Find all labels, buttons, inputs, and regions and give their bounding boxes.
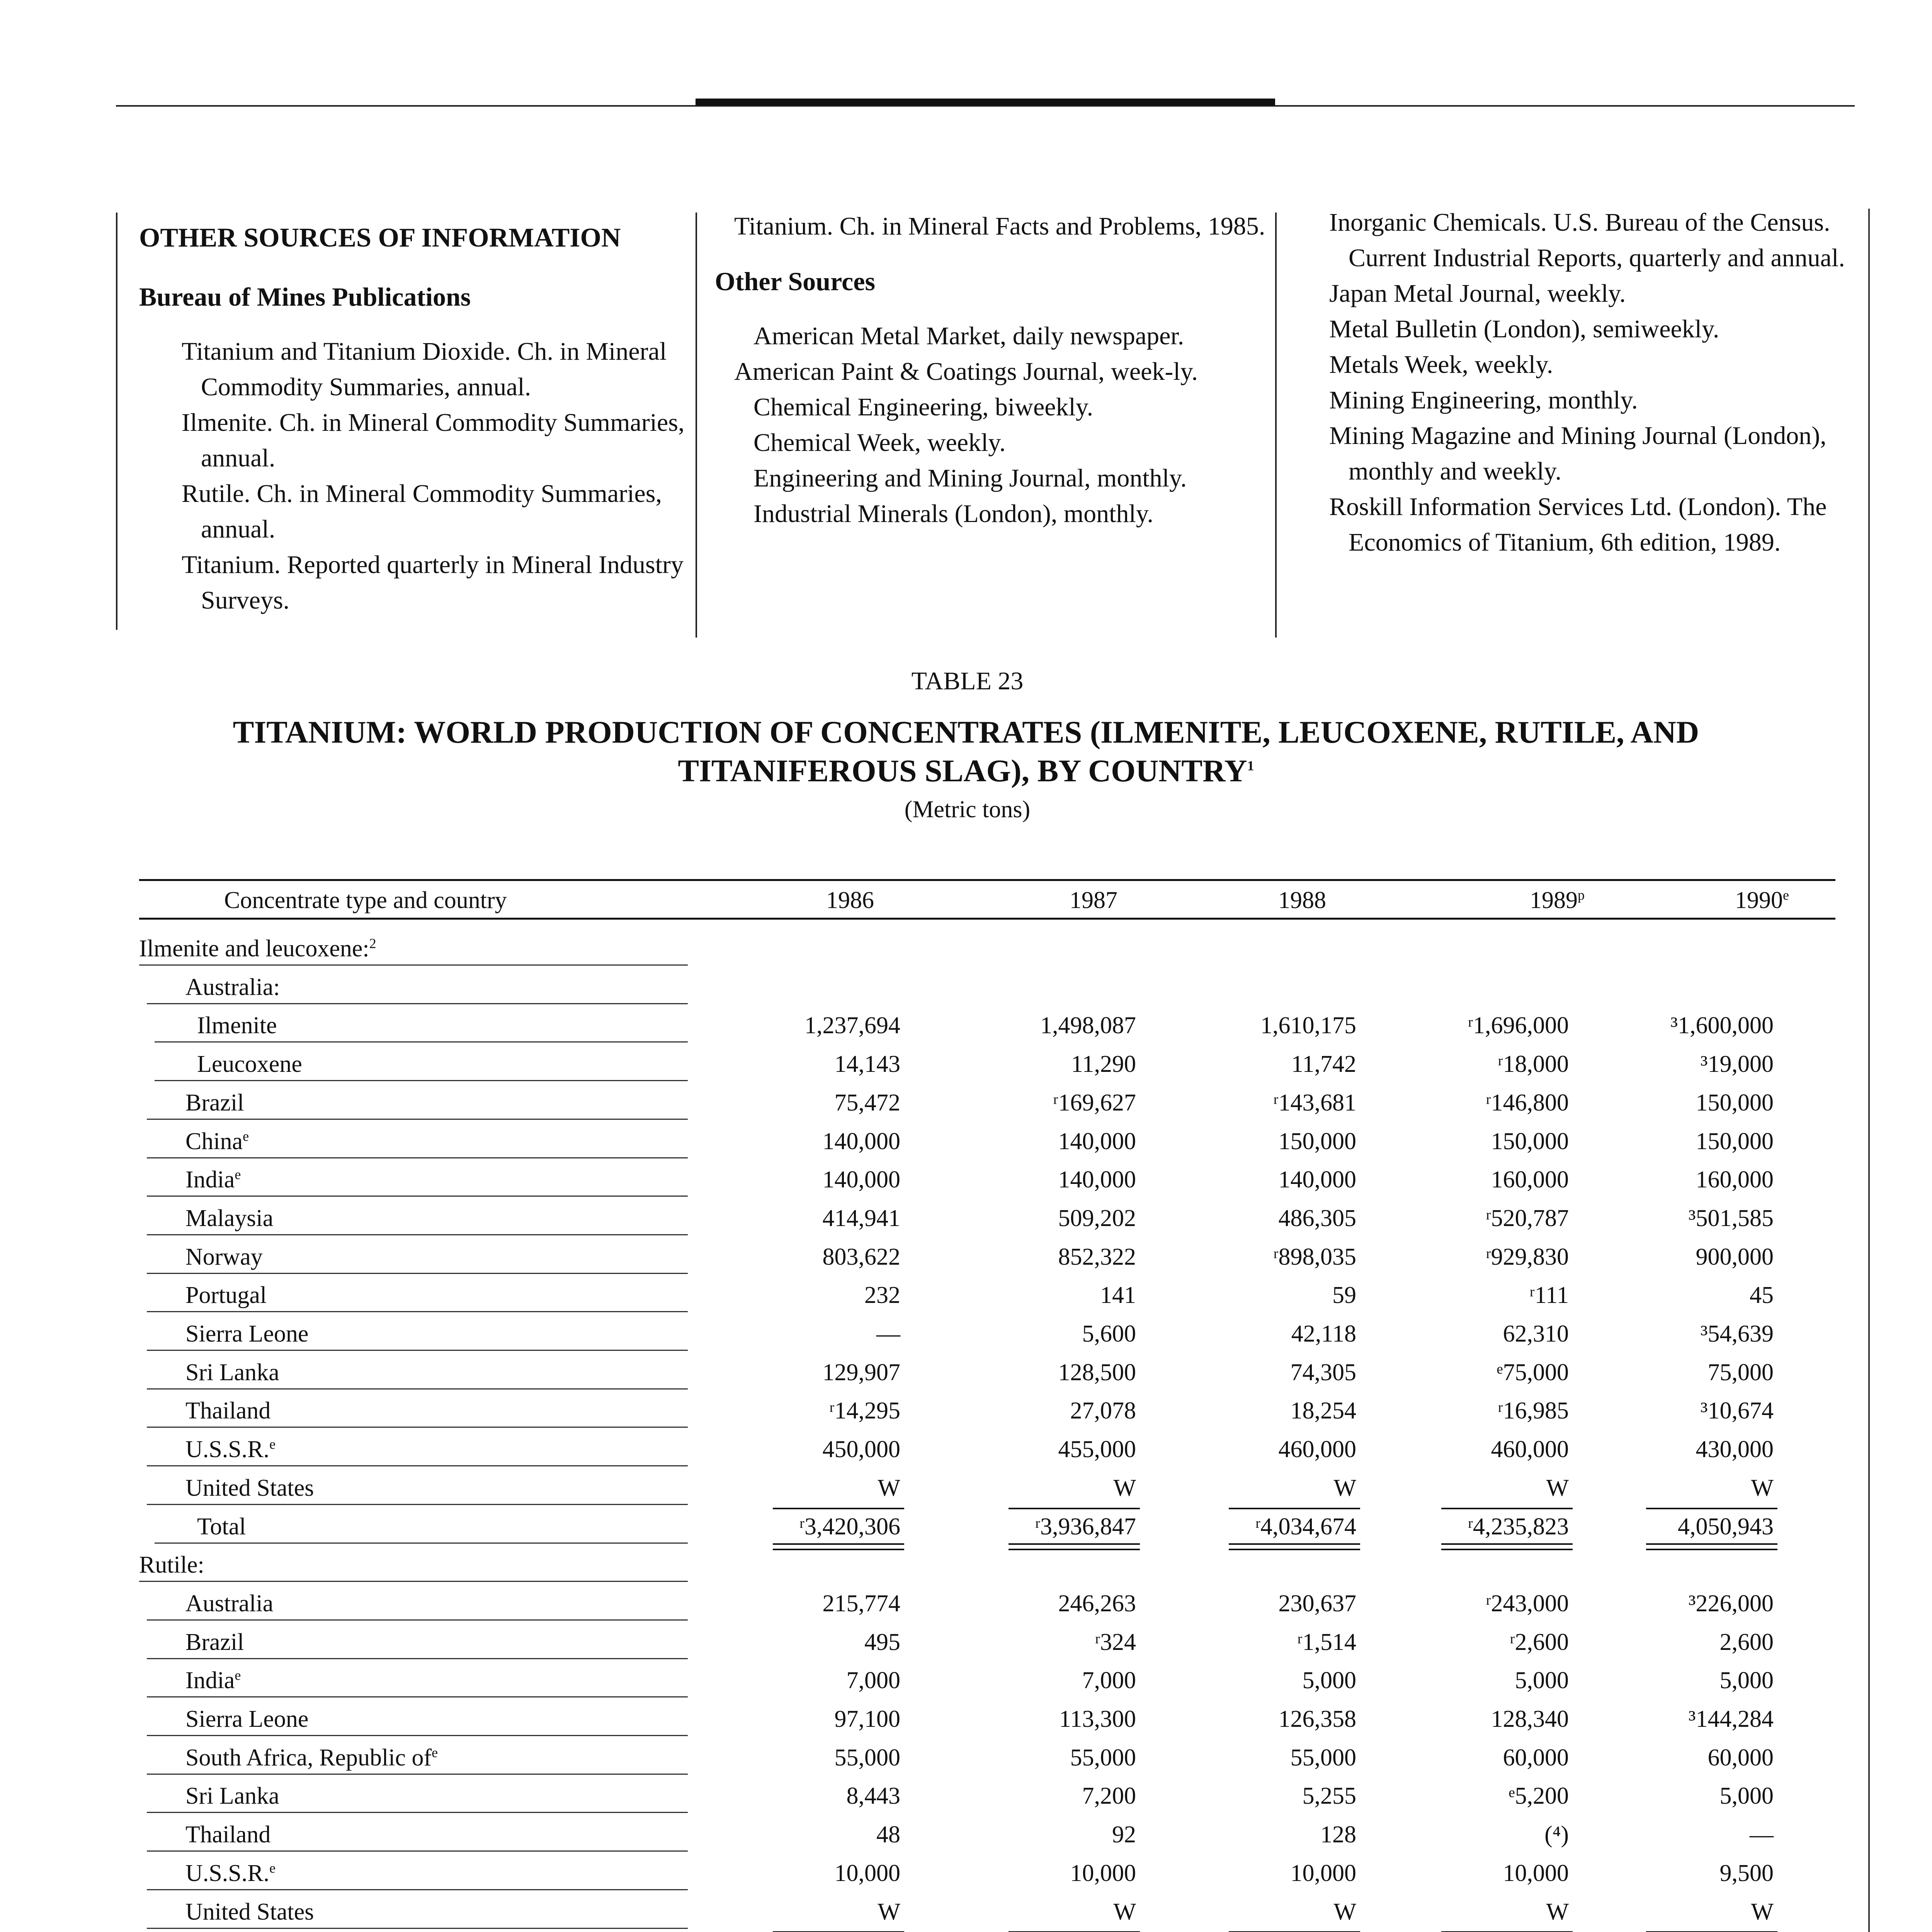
cell-value: ³19,000: [1700, 1051, 1774, 1078]
cell-value: W: [1113, 1898, 1136, 1925]
cell-value: ʳ929,830: [1486, 1243, 1569, 1270]
cell-value: 160,000: [1491, 1167, 1569, 1193]
row-label: [185, 1821, 270, 1849]
table-row: [0, 1236, 1932, 1274]
row-label: [185, 1744, 438, 1772]
cell-value: 450,000: [822, 1436, 900, 1463]
cell-value: 495: [864, 1629, 900, 1655]
row-underline: [147, 1696, 688, 1697]
cell-value: 4,050,943: [1678, 1513, 1774, 1540]
row-underline: [147, 1119, 688, 1120]
row-underline: [147, 1465, 688, 1466]
cell-value: 5,000: [1719, 1783, 1774, 1810]
reference-item: Industrial Minerals (London), monthly.: [753, 500, 1154, 528]
sources-column-1: [139, 209, 688, 618]
cell-value: 42,118: [1291, 1321, 1356, 1347]
column-rule-middle: [696, 213, 697, 638]
table-row: [0, 1004, 1932, 1043]
column-header-label: Concentrate type and country: [224, 887, 507, 913]
cell-value: 55,000: [834, 1744, 900, 1771]
total-rule-above: [773, 1508, 904, 1509]
cell-value: 7,000: [1082, 1667, 1136, 1694]
row-label-text: United States: [185, 1898, 314, 1925]
row-underline: [147, 1273, 688, 1274]
row-label-note: e: [432, 1745, 438, 1760]
cell-value: 62,310: [1503, 1321, 1569, 1347]
row-label-text: Brazil: [185, 1629, 244, 1655]
cell-value: 486,305: [1278, 1205, 1356, 1231]
cell-value: 7,200: [1082, 1783, 1136, 1810]
table-units: (Metric tons): [904, 796, 1031, 823]
cell-value: 45: [1750, 1282, 1774, 1309]
row-label: [185, 1706, 308, 1733]
cell-value: 8,443: [846, 1783, 900, 1810]
row-underline: [147, 1812, 688, 1813]
cell-value: ʳ4,034,674: [1255, 1513, 1356, 1540]
reference-item: Titanium and Titanium Dioxide. Ch. in Mineral Commodity Summaries, annual.: [182, 337, 667, 401]
table-row: [0, 1891, 1932, 1929]
cell-value: 215,774: [822, 1590, 900, 1617]
cell-value: 1,237,694: [804, 1012, 900, 1039]
sources-column-3: [1329, 205, 1886, 560]
row-underline: [147, 1928, 688, 1929]
row-label-text: Norway: [185, 1243, 263, 1270]
row-underline: [147, 1157, 688, 1158]
table-row: [0, 1698, 1932, 1736]
table-row: [0, 1082, 1932, 1120]
cell-value: W: [1333, 1475, 1356, 1501]
other-sources-heading: Other Sources: [715, 267, 875, 296]
table-title: [232, 713, 1700, 790]
cell-value: ʳ16,985: [1498, 1398, 1569, 1424]
table-row: [0, 1313, 1932, 1351]
cell-value: 140,000: [1058, 1128, 1136, 1155]
row-underline: [147, 1388, 688, 1389]
reference-item: Metal Bulletin (London), semiweekly.: [1329, 315, 1719, 343]
cell-value: 150,000: [1696, 1089, 1774, 1116]
cell-value: ³144,284: [1688, 1706, 1774, 1732]
row-label: [185, 1436, 276, 1463]
row-underline: [147, 1196, 688, 1197]
row-underline: [147, 1350, 688, 1351]
cell-value: ʳ520,787: [1486, 1205, 1569, 1231]
row-underline: [147, 1504, 688, 1505]
table-header-rule: [139, 918, 1835, 920]
row-underline: [147, 1234, 688, 1235]
table-row: [0, 1852, 1932, 1891]
reference-item: Chemical Engineering, biweekly.: [753, 393, 1094, 421]
cell-value: 900,000: [1696, 1243, 1774, 1270]
sources-heading: OTHER SOURCES OF INFORMATION: [139, 223, 621, 253]
cell-value: 55,000: [1070, 1744, 1136, 1771]
cell-value: 75,472: [834, 1089, 900, 1116]
row-label-text: Leucoxene: [197, 1051, 302, 1078]
cell-value: ʳ111: [1529, 1282, 1569, 1309]
cell-value: 27,078: [1070, 1398, 1136, 1424]
row-underline: [147, 1735, 688, 1736]
cell-value: 246,263: [1058, 1590, 1136, 1617]
cell-value: 430,000: [1696, 1436, 1774, 1463]
row-label-text: India: [185, 1667, 235, 1694]
cell-value: 10,000: [1290, 1860, 1356, 1886]
reference-item: Titanium. Reported quarterly in Mineral Industry Surveys.: [182, 551, 684, 614]
column-rule-right: [1275, 213, 1277, 638]
row-label: [185, 1590, 273, 1617]
table-title-note: 1: [1247, 758, 1254, 774]
cell-value: ³54,639: [1700, 1321, 1774, 1347]
cell-value: W: [1751, 1898, 1774, 1925]
reference-item: Titanium. Ch. in Mineral Facts and Problems, 1985.: [734, 212, 1265, 240]
cell-value: 160,000: [1696, 1167, 1774, 1193]
row-label-text: Ilmenite: [197, 1012, 277, 1039]
reference-item: Mining Magazine and Mining Journal (London), monthly and weekly.: [1329, 422, 1827, 485]
row-label-text: Thailand: [185, 1398, 271, 1424]
column-header-year: [1461, 887, 1654, 914]
reference-item: Ilmenite. Ch. in Mineral Commodity Summaries, annual.: [182, 408, 685, 472]
row-label: [185, 1089, 244, 1117]
cell-value: 455,000: [1058, 1436, 1136, 1463]
cell-value: W: [1333, 1898, 1356, 1925]
row-label: [185, 1397, 270, 1425]
table-row: [0, 1120, 1932, 1159]
cell-value: 92: [1112, 1821, 1136, 1848]
table-total-row: [0, 1929, 1932, 1932]
cell-value: 140,000: [1058, 1167, 1136, 1193]
table-row: [0, 1775, 1932, 1813]
table-row: [0, 927, 1932, 966]
cell-value: 140,000: [822, 1128, 900, 1155]
cell-value: 10,000: [834, 1860, 900, 1886]
row-label-text: Portugal: [185, 1282, 267, 1309]
row-label: [185, 1860, 276, 1887]
cell-value: 128,500: [1058, 1359, 1136, 1386]
year-mark: e: [1783, 887, 1789, 903]
row-underline: [147, 1850, 688, 1852]
row-label-text: Rutile:: [139, 1552, 204, 1578]
year-label: 1989: [1530, 887, 1578, 913]
cell-value: ³226,000: [1688, 1590, 1774, 1617]
row-label: [185, 1205, 273, 1232]
cell-value: 232: [864, 1282, 900, 1309]
cell-value: 803,622: [822, 1243, 900, 1270]
cell-value: 460,000: [1278, 1436, 1356, 1463]
row-label-note: e: [269, 1860, 276, 1876]
row-label: [185, 1320, 308, 1348]
row-label-text: Sri Lanka: [185, 1783, 279, 1810]
row-underline: [139, 964, 688, 966]
row-underline: [155, 1041, 688, 1043]
row-label: [139, 1551, 204, 1579]
row-label-text: South Africa, Republic of: [185, 1744, 432, 1771]
cell-value: 852,322: [1058, 1243, 1136, 1270]
cell-value: 59: [1332, 1282, 1356, 1309]
table-row: [0, 1043, 1932, 1082]
table-row: [0, 1389, 1932, 1428]
reference-item: Rutile. Ch. in Mineral Commodity Summaries, annual.: [182, 480, 662, 543]
row-label-note: 2: [369, 935, 376, 951]
cell-value: 60,000: [1503, 1744, 1569, 1771]
cell-value: ʳ4,235,823: [1468, 1513, 1569, 1540]
cell-value: ³501,585: [1688, 1205, 1774, 1231]
column-header-year: [1206, 887, 1399, 914]
column-header-year: [1665, 887, 1859, 914]
cell-value: ʳ169,627: [1053, 1089, 1136, 1116]
row-label-text: Ilmenite and leucoxene:: [139, 935, 369, 962]
row-label-text: U.S.S.R.: [185, 1436, 270, 1463]
reference-item: Inorganic Chemicals. U.S. Bureau of the Census. Current Industrial Reports, quarterly and annual.: [1329, 208, 1845, 272]
cell-value: 150,000: [1278, 1128, 1356, 1155]
row-underline: [139, 1581, 688, 1582]
row-underline: [147, 1427, 688, 1428]
year-label: 1990: [1735, 887, 1783, 913]
cell-value: 75,000: [1708, 1359, 1774, 1386]
total-rule-above: [1009, 1508, 1140, 1509]
row-label-text: United States: [185, 1475, 314, 1501]
cell-value: ᵉ5,200: [1509, 1783, 1569, 1810]
row-underline: [155, 1080, 688, 1081]
row-label-text: U.S.S.R.: [185, 1860, 270, 1886]
cell-value: 126,358: [1278, 1706, 1356, 1732]
cell-value: W: [878, 1898, 900, 1925]
cell-value: 150,000: [1696, 1128, 1774, 1155]
table-title-text: TITANIUM: WORLD PRODUCTION OF CONCENTRATES (ILMENITE, LEUCOXENE, RUTILE, AND TITANIFEROUS SLAG), BY COUNTRY: [233, 714, 1699, 788]
cell-value: 7,000: [846, 1667, 900, 1694]
cell-value: ʳ2,600: [1510, 1629, 1569, 1655]
bom-heading: Bureau of Mines Publications: [139, 282, 471, 311]
cell-value: 5,000: [1515, 1667, 1569, 1694]
row-label: [185, 1359, 279, 1386]
row-label-text: Total: [197, 1513, 246, 1540]
row-underline: [147, 1658, 688, 1659]
cell-value: ³10,674: [1700, 1398, 1774, 1424]
cell-value: W: [1546, 1475, 1569, 1501]
reference-item: Roskill Information Services Ltd. (London). The Economics of Titanium, 6th edition, 1989.: [1329, 493, 1827, 556]
row-label-text: Sri Lanka: [185, 1359, 279, 1386]
cell-value: 414,941: [822, 1205, 900, 1231]
cell-value: ʳ18,000: [1498, 1051, 1569, 1078]
cell-value: 128: [1320, 1821, 1356, 1848]
cell-value: 141: [1100, 1282, 1136, 1309]
row-label-text: Australia: [185, 1590, 274, 1617]
row-label: [185, 1629, 244, 1656]
row-label-text: Thailand: [185, 1821, 271, 1848]
row-label-note: e: [235, 1167, 241, 1182]
cell-value: ʳ3,936,847: [1035, 1513, 1136, 1540]
cell-value: ʳ3,420,306: [799, 1513, 900, 1540]
row-label: [185, 1166, 241, 1194]
table-row: [0, 1621, 1932, 1660]
cell-value: —: [876, 1321, 900, 1347]
cell-value: 128,340: [1491, 1706, 1569, 1732]
cell-value: W: [1113, 1475, 1136, 1501]
header-bar: [696, 99, 1275, 105]
column-header-year: [753, 887, 947, 914]
row-label-note: e: [269, 1436, 276, 1452]
cell-value: ʳ324: [1095, 1629, 1136, 1655]
table-row: [0, 1351, 1932, 1390]
cell-value: 113,300: [1059, 1706, 1136, 1732]
cell-value: 2,600: [1719, 1629, 1774, 1655]
cell-value: 9,500: [1719, 1860, 1774, 1886]
table-row: [0, 1197, 1932, 1236]
row-label: [185, 1475, 314, 1502]
row-label: [185, 1243, 263, 1271]
sources-column-2: [715, 209, 1271, 532]
cell-value: —: [1750, 1821, 1774, 1848]
table-row: [0, 1467, 1932, 1505]
cell-value: W: [878, 1475, 900, 1501]
cell-value: ʳ898,035: [1273, 1243, 1356, 1270]
row-label-text: Brazil: [185, 1089, 244, 1116]
cell-value: 5,600: [1082, 1321, 1136, 1347]
row-underline: [147, 1889, 688, 1890]
row-label: [197, 1513, 246, 1541]
cell-value: W: [1546, 1898, 1569, 1925]
cell-value: 129,907: [822, 1359, 900, 1386]
cell-value: 1,498,087: [1040, 1012, 1136, 1039]
cell-value: 230,637: [1278, 1590, 1356, 1617]
cell-value: 140,000: [822, 1167, 900, 1193]
row-label: [185, 1782, 279, 1810]
cell-value: ʳ14,295: [829, 1398, 900, 1424]
cell-value: 14,143: [834, 1051, 900, 1078]
year-label: 1986: [826, 887, 874, 913]
table-row: [0, 1544, 1932, 1582]
year-mark: p: [1578, 887, 1585, 903]
cell-value: 5,000: [1302, 1667, 1356, 1694]
row-underline: [147, 1774, 688, 1775]
cell-value: 509,202: [1058, 1205, 1136, 1231]
row-label-text: Sierra Leone: [185, 1321, 309, 1347]
year-label: 1988: [1278, 887, 1326, 913]
table-row: [0, 1582, 1932, 1621]
reference-item: Metals Week, weekly.: [1329, 350, 1553, 379]
row-label-text: Australia:: [185, 974, 280, 1000]
cell-value: (⁴): [1544, 1821, 1569, 1848]
reference-item: American Metal Market, daily newspaper.: [753, 322, 1184, 350]
cell-value: 11,742: [1291, 1051, 1356, 1078]
row-label: [197, 1012, 277, 1039]
cell-value: ʳ1,514: [1297, 1629, 1356, 1655]
table-row: [0, 1274, 1932, 1313]
cell-value: ʳ146,800: [1486, 1089, 1569, 1116]
row-label: [197, 1051, 302, 1078]
year-label: 1987: [1070, 887, 1117, 913]
table-row: [0, 966, 1932, 1005]
cell-value: ʳ1,696,000: [1468, 1012, 1569, 1039]
total-rule-above: [1441, 1508, 1573, 1509]
reference-item: Mining Engineering, monthly.: [1329, 386, 1638, 414]
cell-value: ʳ143,681: [1273, 1089, 1356, 1116]
total-rule-above: [1646, 1508, 1777, 1509]
cell-value: 460,000: [1491, 1436, 1569, 1463]
cell-value: W: [1751, 1475, 1774, 1501]
cell-value: 48: [876, 1821, 900, 1848]
row-label-text: Malaysia: [185, 1205, 274, 1231]
column-rule-left: [116, 213, 117, 630]
cell-value: 60,000: [1708, 1744, 1774, 1771]
row-underline: [147, 1619, 688, 1621]
table-row: [0, 1158, 1932, 1197]
total-rule-above: [1229, 1508, 1360, 1509]
row-label: [139, 935, 376, 963]
cell-value: 150,000: [1491, 1128, 1569, 1155]
reference-item: Engineering and Mining Journal, monthly.: [753, 464, 1187, 492]
row-label: [185, 1898, 314, 1926]
table-row: [0, 1813, 1932, 1852]
row-label: [185, 974, 280, 1001]
cell-value: 55,000: [1290, 1744, 1356, 1771]
table-top-rule: [139, 879, 1835, 881]
row-underline: [147, 1311, 688, 1312]
row-label-text: China: [185, 1128, 243, 1155]
row-label: [185, 1128, 249, 1155]
table-row: [0, 1736, 1932, 1775]
cell-value: 74,305: [1290, 1359, 1356, 1386]
cell-value: ³1,600,000: [1670, 1012, 1774, 1039]
row-label-text: Sierra Leone: [185, 1706, 309, 1732]
row-label-note: e: [235, 1667, 241, 1683]
row-label-note: e: [243, 1128, 249, 1144]
reference-item: American Paint & Coatings Journal, week-ly.: [734, 357, 1198, 386]
row-label: [185, 1667, 241, 1694]
cell-value: ʳ243,000: [1486, 1590, 1569, 1617]
reference-item: Chemical Week, weekly.: [753, 429, 1006, 457]
row-underline: [147, 1003, 688, 1004]
cell-value: 97,100: [834, 1706, 900, 1732]
table-number: TABLE 23: [911, 667, 1024, 695]
cell-value: 140,000: [1278, 1167, 1356, 1193]
cell-value: 1,610,175: [1260, 1012, 1356, 1039]
cell-value: 5,000: [1719, 1667, 1774, 1694]
row-label: [185, 1282, 267, 1309]
table-total-row: [0, 1505, 1932, 1544]
row-underline: [155, 1543, 688, 1544]
cell-value: 10,000: [1503, 1860, 1569, 1886]
cell-value: 5,255: [1302, 1783, 1356, 1810]
row-label-text: India: [185, 1167, 235, 1193]
cell-value: 10,000: [1070, 1860, 1136, 1886]
reference-item: Japan Metal Journal, weekly.: [1329, 279, 1626, 308]
cell-value: 18,254: [1290, 1398, 1356, 1424]
cell-value: ᵉ75,000: [1497, 1359, 1569, 1386]
cell-value: 11,290: [1071, 1051, 1136, 1078]
table-row: [0, 1659, 1932, 1698]
table-row: [0, 1428, 1932, 1467]
column-header-year: [997, 887, 1190, 914]
